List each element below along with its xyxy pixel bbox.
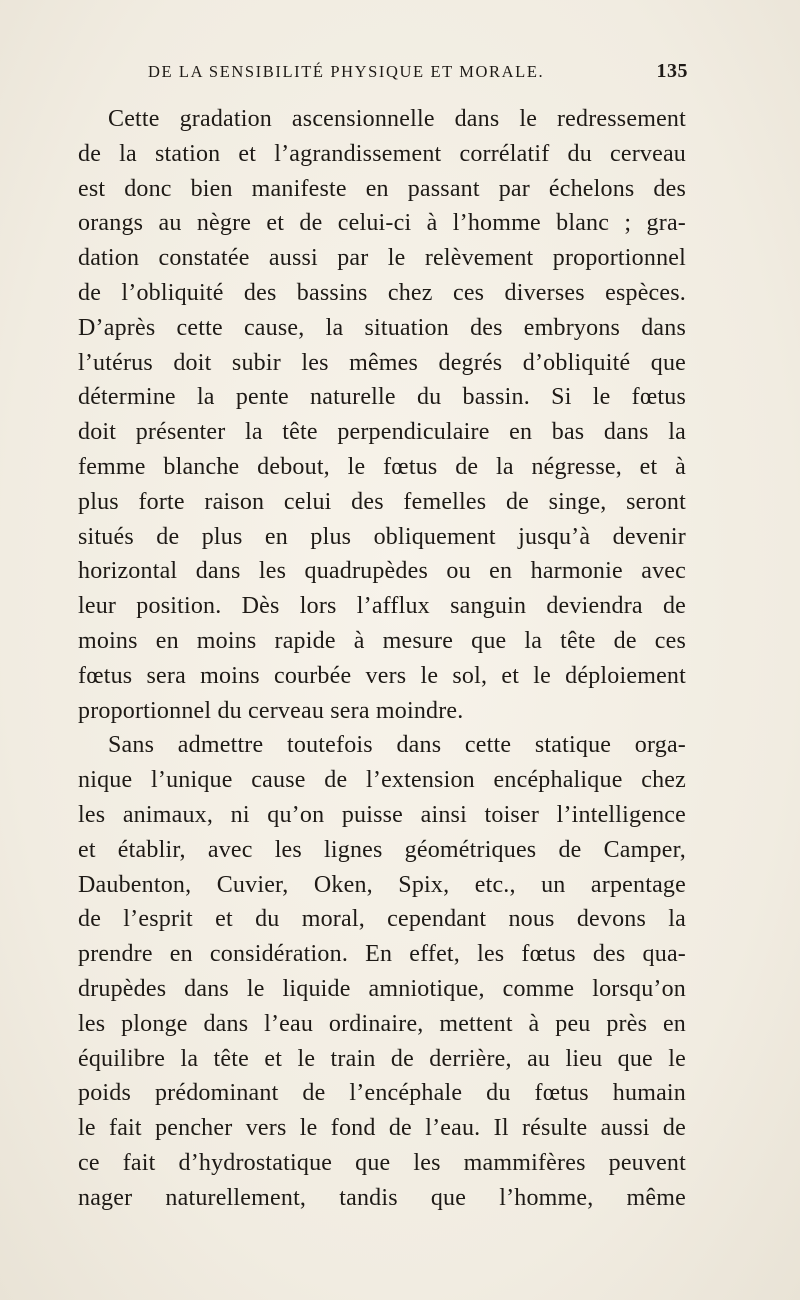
running-head xyxy=(148,62,688,86)
running-title: DE LA SENSIBILITÉ PHYSIQUE ET MORALE. xyxy=(148,62,545,81)
text-line: ce fait d’hydrostatique que les mammifères peuvent xyxy=(78,1149,686,1176)
text-line: orangs au nègre et de celui-ci à l’homme blanc ; gra- xyxy=(78,210,686,237)
text-line: proportionnel du cerveau sera moindre. xyxy=(78,697,464,724)
text-line: le fait pencher vers le fond de l’eau. Il résulte aussi de xyxy=(78,1115,686,1142)
body-text xyxy=(78,102,686,1216)
text-line: Cette gradation ascensionnelle dans le redressement xyxy=(108,106,686,132)
text-line: les plonge dans l’eau ordinaire, mettent à peu près en xyxy=(78,1010,686,1037)
page-number: 135 xyxy=(656,60,688,82)
text-line: de l’obliquité des bassins chez ces diverses espèces. xyxy=(78,279,686,306)
text-line: moins en moins rapide à mesure que la tête de ces xyxy=(78,627,686,654)
text-line: doit présenter la tête perpendiculaire en bas dans la xyxy=(78,419,686,446)
text-line: équilibre la tête et le train de derrière, au lieu que le xyxy=(78,1045,686,1072)
text-line: nique l’unique cause de l’extension encéphalique chez xyxy=(78,767,686,794)
text-line: situés de plus en plus obliquement jusqu’à devenir xyxy=(78,523,686,550)
text-line: plus forte raison celui des femelles de singe, seront xyxy=(78,488,686,515)
text-line: drupèdes dans le liquide amniotique, comme lorsqu’on xyxy=(78,975,686,1002)
text-line: dation constatée aussi par le relèvement proportionnel xyxy=(78,245,686,272)
text-line: poids prédominant de l’encéphale du fœtus humain xyxy=(78,1080,686,1107)
text-line: femme blanche debout, le fœtus de la négresse, et à xyxy=(78,453,686,480)
text-line: et établir, avec les lignes géométriques de Camper, xyxy=(78,836,686,863)
text-line: prendre en considération. En effet, les fœtus des qua- xyxy=(78,941,686,968)
text-line: Daubenton, Cuvier, Oken, Spix, etc., un arpentage xyxy=(78,871,686,898)
text-line: de l’esprit et du moral, cependant nous devons la xyxy=(78,906,686,933)
text-line: détermine la pente naturelle du bassin. Si le fœtus xyxy=(78,384,686,411)
text-line: Sans admettre toutefois dans cette statique orga- xyxy=(108,732,686,759)
text-line: leur position. Dès lors l’afflux sanguin deviendra de xyxy=(78,593,686,620)
text-line: de la station et l’agrandissement corrélatif du cerveau xyxy=(78,140,686,167)
text-line: horizontal dans les quadrupèdes ou en harmonie avec xyxy=(78,558,686,585)
text-line: nager naturellement, tandis que l’homme, même xyxy=(78,1184,686,1211)
text-line: les animaux, ni qu’on puisse ainsi toiser l’intelligence xyxy=(78,801,686,828)
text-line: l’utérus doit subir les mêmes degrés d’obliquité que xyxy=(78,349,686,376)
text-line: est donc bien manifeste en passant par échelons des xyxy=(78,175,686,202)
text-line: D’après cette cause, la situation des embryons dans xyxy=(78,314,686,341)
text-line: fœtus sera moins courbée vers le sol, et le déploiement xyxy=(78,662,686,689)
